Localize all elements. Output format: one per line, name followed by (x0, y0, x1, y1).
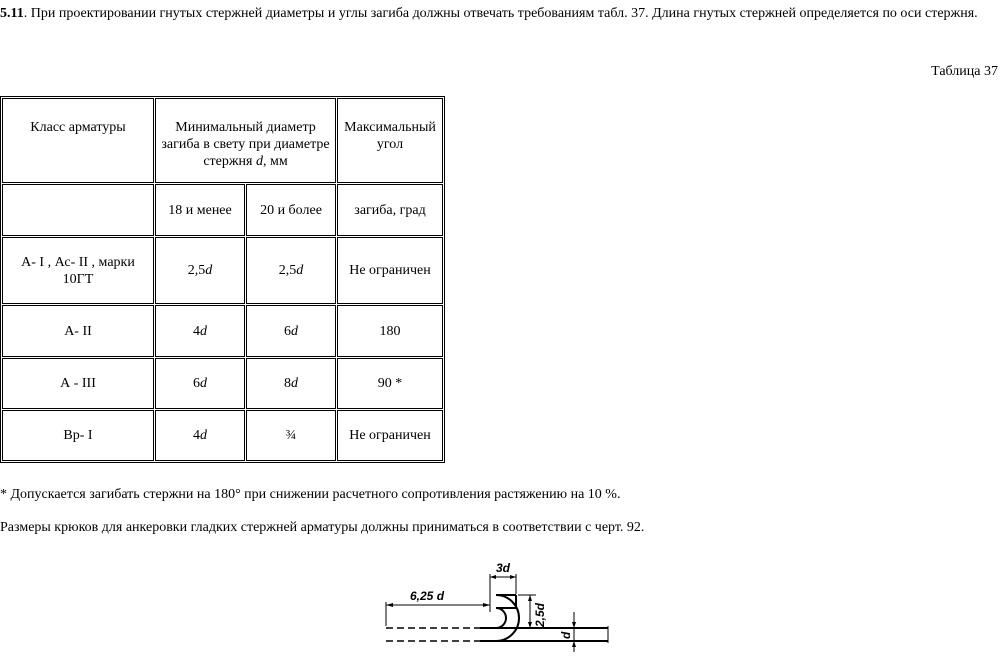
row-d18-num: 6 (193, 376, 200, 391)
row-d18-var: d (205, 263, 213, 278)
row-class: А- I , Ас- II , марки 10ГТ (2, 237, 154, 304)
row-d20-num: 6 (284, 323, 291, 339)
dim-width-label: 3d (496, 561, 511, 575)
row-d18 (155, 237, 245, 304)
header-class-label: Класс арматуры (30, 120, 126, 135)
row-d20 (246, 305, 336, 357)
row-angle: 180 (337, 305, 443, 357)
row-d20-var: d (296, 263, 304, 278)
header-min-diameter-label: Минимальный диаметр загиба в свету при диаметре стержня (161, 120, 330, 169)
row-angle: Не ограничен (337, 237, 443, 304)
table-row (2, 305, 443, 357)
header-min-diameter-unit: , мм (262, 154, 288, 169)
dim-length-arrow-right (483, 603, 490, 607)
header-max-angle (337, 98, 443, 183)
hook-outer-curve (480, 595, 519, 641)
subheader-18: 18 и менее (155, 184, 245, 236)
table-row (2, 358, 443, 409)
dim-diameter-label: d (559, 631, 573, 639)
row-d20-num: 2,5 (278, 263, 297, 278)
dim-width-arrow-left (490, 575, 496, 579)
row-d20 (246, 410, 336, 461)
row-d18 (155, 410, 245, 461)
subheader-20: 20 и более (246, 184, 336, 236)
table-row (2, 410, 443, 461)
dim-length-label: 6,25 d (410, 589, 445, 603)
dim-width-arrow-right (510, 575, 516, 579)
row-d18-num: 4 (193, 323, 200, 339)
row-d18-var: d (200, 428, 207, 443)
table-caption: Таблица 37 (931, 64, 998, 79)
row-angle: 90 * (337, 358, 443, 409)
row-d20-num: ¾ (285, 428, 297, 443)
table-header-row (2, 98, 443, 183)
dim-height-label: 2,5d (533, 602, 547, 627)
row-class: А- II (2, 305, 154, 357)
row-d18 (155, 305, 245, 357)
subheader-angle-unit: загиба, град (337, 184, 443, 236)
hooks-paragraph: Размеры крюков для анкеровки гладких стержней арматуры должны приниматься в соответствии с черт. 92. (0, 520, 645, 535)
row-class: Вр- I (2, 410, 154, 461)
header-min-diameter (155, 98, 336, 183)
row-d20 (246, 358, 336, 409)
row-class: А - III (2, 358, 154, 409)
table-subheader-row (2, 184, 443, 236)
row-d20-var: d (291, 323, 298, 339)
row-d18-var: d (200, 323, 207, 339)
header-max-angle-label: Максимальный угол (344, 120, 436, 152)
row-d18 (155, 358, 245, 409)
row-d18-var: d (200, 376, 207, 391)
row-d20-num: 8 (284, 376, 291, 391)
row-angle: Не ограничен (337, 410, 443, 461)
header-min-diameter-var: d (255, 154, 263, 169)
row-d18-num: 2,5 (187, 263, 206, 278)
subheader-empty (2, 184, 154, 236)
section-number: 5.11 (0, 6, 24, 21)
intro-paragraph (0, 6, 998, 22)
dim-height-arrow-top (528, 595, 532, 601)
dim-length-arrow-left (386, 603, 393, 607)
hook-diagram (368, 552, 618, 665)
row-d20 (246, 237, 336, 304)
row-d18-num: 4 (193, 428, 200, 443)
header-class (2, 98, 154, 183)
row-d20-var: d (291, 376, 298, 391)
table-37 (0, 96, 445, 463)
table-row (2, 237, 443, 304)
footnote: * Допускается загибать стержни на 180° при снижении расчетного сопротивления растяжению на 10 %. (0, 487, 621, 502)
intro-text: . При проектировании гнутых стержней диаметры и углы загиба должны отвечать требованиям табл. 37. Длина гнутых стержней определяется по оси стержня. (23, 6, 978, 21)
